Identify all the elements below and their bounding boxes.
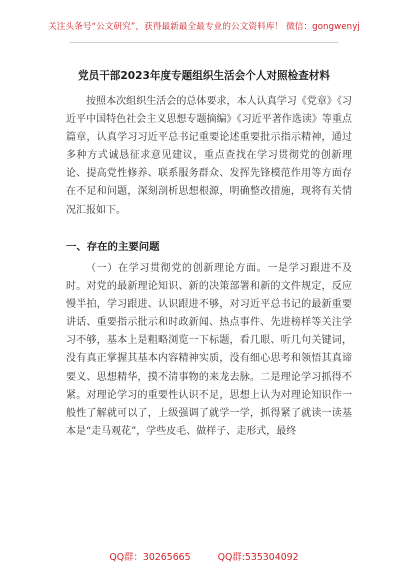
header-banner: 关注头条号“公文研究”，获得最新最全最专业的公文资料库！ 微信：gongwenyj <box>48 22 360 32</box>
section-heading: 一、存在的主要问题 <box>66 241 160 253</box>
intro-paragraph: 按照本次组织生活会的总体要求，本人认真学习《党章》《习近平中国特色社会主义思想专题摘编》《习近平著作选读》等重点篇章，认真学习习近平总书记重要论述重要批示指示精神，通过多种方式诚恳征求意见建议，重点查找在学习贯彻党的创新理论、提高党性修养、联系服务群众、发挥先锋模范作用等方面存在不足和问题，深刻剖析思想根源，明确整改措施，现将有关情况汇报如下。 <box>66 96 352 216</box>
document-title: 党员干部2023年度专题组织生活会个人对照检查材料 <box>78 70 330 82</box>
footer-qq-group-2: QQ群:535304092 <box>217 552 299 563</box>
body-paragraph: （一）在学习贯彻党的创新理论方面。一是学习跟进不及时。对党的最新理论知识、新的决策部署和新的文件规定，反应慢半拍，学习跟进、认识跟进不够，对习近平总书记的最新重要讲话、重要指示批示和时政新闻、热点事件、先进榜样等关注学习不够，基本上是粗略浏览一下标题，看几眼、听几句关键词，没有真正掌握其基本内容精神实质，没有细心思考和领悟其真谛要义、思想精华，摸不清事物的来龙去脉。二是理论学习抓得不紧。对理论学习的重要性认识不足，思想上认为对理论知识作一般性了解就可以了，上级强调了就学一学，抓得紧了就读一读基本是“走马观花”，学些皮毛、做样子、走形式，最终 <box>66 263 352 437</box>
footer <box>0 549 408 563</box>
footer-qq-group-1: QQ群：30265665 <box>109 552 191 563</box>
header-divider <box>70 42 338 43</box>
